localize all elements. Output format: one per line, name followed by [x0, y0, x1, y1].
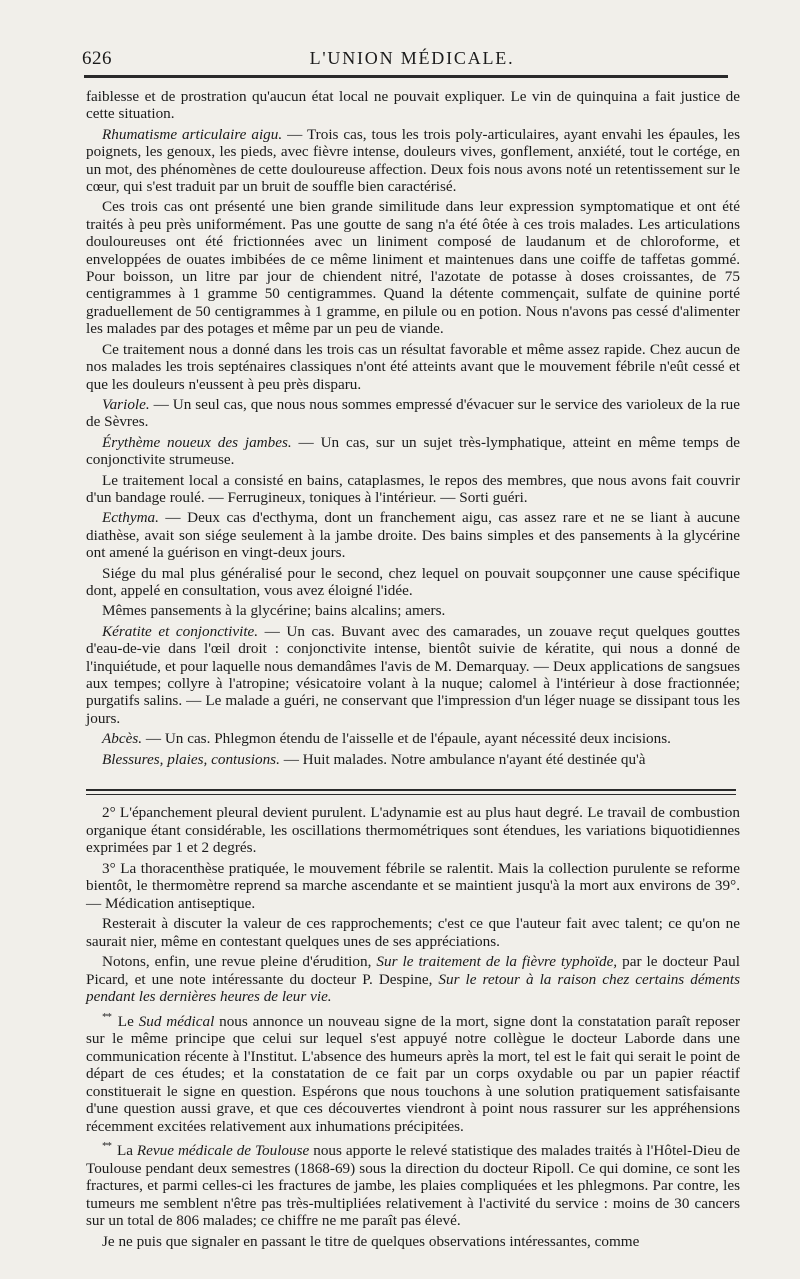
paragraph [86, 1009, 740, 1136]
paragraph-text: Notons, enfin, une revue pleine d'érudition, [102, 953, 377, 970]
cited-title: Sur le retour à la raison chez certains déments pendant les dernières heures de leur vie. [86, 970, 740, 1005]
paragraph [86, 434, 740, 469]
section-title: Kératite et conjonctivite. [102, 622, 259, 640]
paragraph-text: — Huit malades. Notre ambulance n'ayant été destinée qu'à [279, 750, 646, 768]
paragraph-text: par le docteur Paul Picard, et une note intéressante du docteur P. Despine, [86, 953, 740, 988]
paragraph-text: nous apporte le relevé statistique des malades traités à l'Hôtel-Dieu de Toulouse pendant deux semestres (1868-69) sous la direction du docteur Ripoll. Ce qui domine, ce sont les fractures, et parmi celles-ci les fractures de jambe, les plaies compliquées et les phlegmons. Par contre, les tumeurs me semblent n'être pas très-multipliées relativement à l'activité du service : moins de 30 cancers sur un total de 806 malades; ce chiffre ne me paraît pas élevé. [86, 1142, 740, 1230]
paragraph-text: nous annonce un nouveau signe de la mort, signe dont la constatation paraît reposer sur le même principe que celui sur lequel s'est appuyé notre collègue le docteur Laborde dans une communication récente à l'Institut. L'absence des humeurs après la mort, tel est le fait qui serait le point de départ de ces études; et la constatation de ce fait par un corps oxydable ou par un papier réactif constituerait le signe en question. Espérons que nous touchons à une solution pratiquement satisfaisante d'une question aussi grave, et que ces découvertes viendront à point nous rassurer sur les appréhensions récemment excitées relativement aux inhumations précipitées. [86, 1012, 741, 1135]
section-title: Blessures, plaies, contusions. [102, 750, 280, 768]
paragraph: 3° La thoracenthèse pratiquée, le mouvement fébrile se ralentit. Mais la collection purulente se reforme bientôt, le thermomètre reprend sa marche ascendante et se maintient jusqu'à la mort aux environs de 39°. — Médication antiseptique. [86, 859, 740, 912]
feuilleton-separator [86, 789, 736, 795]
paragraph: Mêmes pansements à la glycérine; bains alcalins; amers. [102, 602, 446, 620]
paragraph-text: — Un cas. Phlegmon étendu de l'aisselle et de l'épaule, ayant nécessité deux incisions. [142, 730, 671, 748]
paragraph: Siége du mal plus généralisé pour le second, chez lequel on pouvait soupçonner une cause spécifique dont, appelé en consultation, vous avez éloigné l'idée. [86, 564, 740, 599]
cited-title: Revue médicale de Toulouse [136, 1142, 310, 1160]
paragraph [86, 730, 740, 747]
paragraph-text: — Trois cas, tous les trois poly-articulaires, ayant envahi les épaules, les poignets, les genoux, les pieds, avec fièvre intense, douleurs vives, gonflement, anxiété, tout le cortége, en un mot, des phénomènes de cette douloureuse affection. Deux fois nous avons noté un retentissement sur le cœur, qui s'est traduit par un bruit de souffle bien caractérisé. [86, 125, 740, 196]
paragraph-text: — Un cas. Buvant avec des camarades, un zouave reçut quelques gouttes d'eau-de-vie dans l'œil droit : conjonctivite intense, bientôt suivie de kératite, qui nous a donné de l'inquiétude, et pour laquelle nous demandâmes l'avis de M. Demarquay. — Deux applications de sangsues aux tempes; collyre à l'atropine; vésicatoire volant à la nuque; calomel à l'intérieur à dose fractionnée; purgatifs salins. — Le malade a guéri, ne conservant que l'impression d'un léger nuage se dissipant tous les jours. [86, 622, 740, 727]
asterism: ** [102, 1010, 111, 1023]
cited-title: Sur le traitement de la fièvre typhoïde, [376, 953, 618, 970]
paragraph-text: — Deux cas d'ecthyma, dont un franchement aigu, cas assez rare et ne se liant à aucune diathèse, avait son siége seulement à la jambe droite. Des bains simples et des pansements à la glycérine ont amené la guérison en vingt-deux jours. [86, 509, 740, 562]
main-column [86, 88, 740, 771]
section-title: Érythème noueux des jambes. [102, 433, 292, 451]
header-rule [84, 75, 728, 78]
paragraph-text: — Un seul cas, que nous nous sommes empressé d'évacuer sur le service des varioleux de la rue de Sèvres. [86, 395, 740, 431]
paragraph-text: Le [113, 1012, 139, 1030]
paragraph: Ces trois cas ont présenté une bien grande similitude dans leur expression symptomatique et ont été traités à peu près uniformément. Pas une goutte de sang n'a été ôtée à ces trois malades. Les articulations douloureuses ont été frictionnées avec un liniment composé de laudanum et de chloroforme, et enveloppées de ouates imbibées de ce même liniment et maintenues dans une coiffe de taffetas gommé. Pour boisson, un litre par jour de chiendent nitré, l'azotate de potasse à doses croissantes, de 75 centigrammes à 1 gramme 50 centigrammes. Quand la détente commençait, sulfate de quinine porté graduellement de 50 centigrammes à 1 gramme, en pilule ou en potion. Nous n'avons pas cessé d'alimenter les malades par des potages et même par un peu de viande. [86, 198, 740, 338]
page-header [82, 44, 742, 70]
paragraph [86, 1138, 740, 1230]
paragraph [86, 751, 740, 768]
paragraph [86, 396, 740, 431]
paragraph: Je ne puis que signaler en passant le titre de quelques observations intéressantes, comme [102, 1232, 640, 1250]
paragraph: faiblesse et de prostration qu'aucun état local ne pouvait expliquer. Le vin de quinquina a fait justice de cette situation. [86, 88, 740, 123]
cited-title: Sud médical [138, 1012, 215, 1030]
paragraph [86, 126, 740, 196]
paragraph: Le traitement local a consisté en bains, cataplasmes, le repos des membres, que nous avons fait couvrir d'un bandage roulé. — Ferrugineux, toniques à l'intérieur. — Sorti guéri. [86, 471, 740, 506]
asterism: ** [102, 1140, 111, 1153]
paragraph: 2° L'épanchement pleural devient purulent. L'adynamie est au plus haut degré. Le travail de combustion organique étant considérable, les oscillations thermométriques sont étendues, les variations biquotidiennes exprimées par 1 et 2 degrés. [86, 804, 740, 856]
paragraph: Ce traitement nous a donné dans les trois cas un résultat favorable et même assez rapide. Chez aucun de nos malades les trois septénaires classiques n'ont été atteints avant que le mouvement fébrile n'eût cessé et que les douleurs n'eussent à peu près disparu. [86, 340, 740, 393]
paragraph: Resterait à discuter la valeur de ces rapprochements; c'est ce que l'auteur fait avec talent; ce qu'on ne saurait nier, même en contestant quelques unes de ses appréciations. [86, 915, 740, 950]
paragraph-text: — Un cas, sur un sujet très-lymphatique, atteint en même temps de conjonctivite strumeuse. [86, 433, 740, 469]
page-number: 626 [82, 48, 112, 69]
running-title: L'UNION MÉDICALE. [309, 48, 515, 68]
section-title: Ecthyma. [102, 509, 159, 527]
paragraph-text: La [113, 1142, 137, 1160]
feuilleton-column [86, 804, 740, 1253]
paragraph [86, 953, 740, 1006]
paragraph [86, 509, 740, 561]
section-title: Variole. [102, 395, 150, 413]
section-title: Abcès. [102, 730, 143, 748]
paragraph [86, 623, 740, 727]
section-title: Rhumatisme articulaire aigu. [102, 125, 283, 143]
